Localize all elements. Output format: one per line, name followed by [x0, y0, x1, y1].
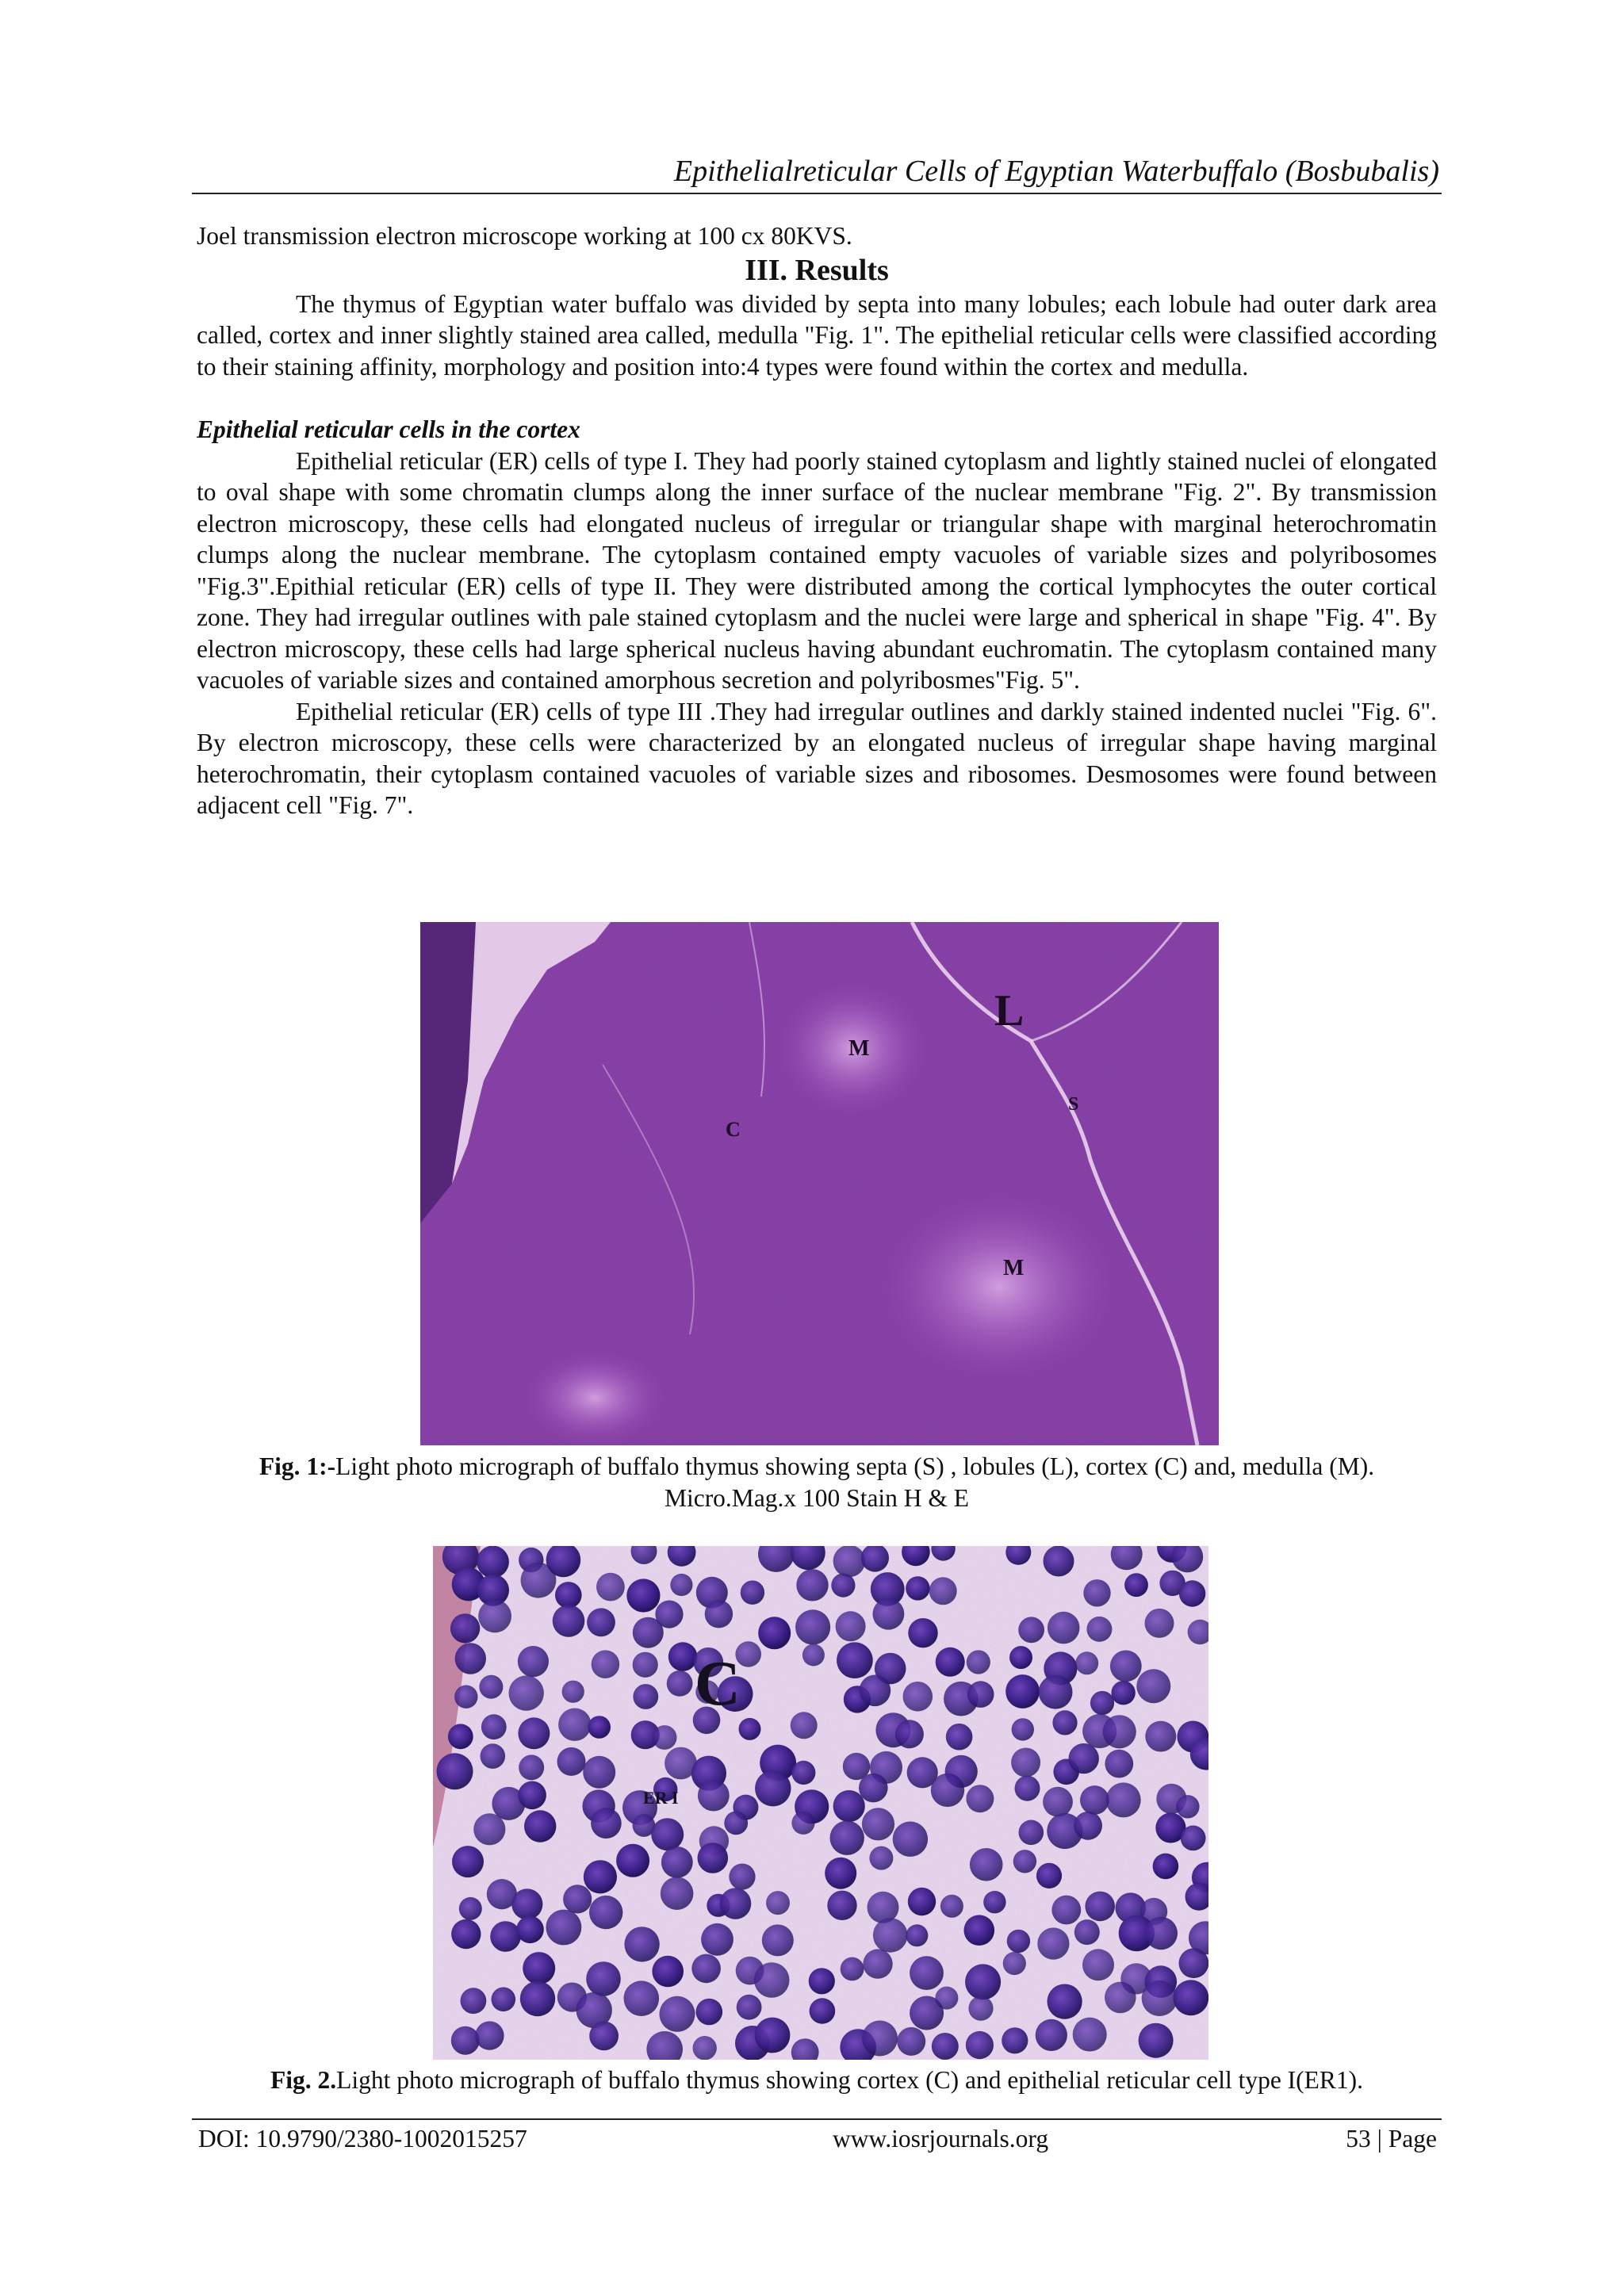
lymphocyte-nucleus: [936, 1647, 965, 1677]
lymphocyte-nucleus: [1153, 1854, 1179, 1880]
paragraph-gap: [197, 382, 1437, 414]
subheading: Epithelial reticular cells in the cortex: [197, 415, 580, 443]
lymphocyte-nucleus: [965, 1964, 1001, 1999]
lymphocyte-nucleus: [633, 1652, 658, 1678]
lymphocyte-nucleus: [555, 1582, 582, 1609]
lymphocyte-nucleus: [893, 1822, 928, 1857]
lymphocyte-nucleus: [596, 1573, 625, 1601]
lymphocyte-nucleus: [701, 1923, 733, 1956]
figure-1-label-M-bottom: M: [1003, 1256, 1025, 1280]
figure-2-label-C: C: [695, 1649, 741, 1719]
lymphocyte-nucleus: [1007, 1930, 1030, 1953]
lymphocyte-nucleus: [521, 1563, 557, 1598]
lymphocyte-nucleus: [841, 1957, 864, 1981]
paragraph-1: The thymus of Egyptian water buffalo was divided by septa into many lobules; each lobule had outer dark area called, cortex and inner slightly stained area called, medulla "Fig. 1". The epithelial reticular cells were classified according to their staining affinity, morphology and position into:4 types were found within the cortex and medulla.: [197, 289, 1437, 381]
lymphocyte-nucleus: [1051, 1896, 1081, 1925]
lymphocyte-nucleus: [668, 1642, 698, 1671]
lymphocyte-nucleus: [437, 1753, 473, 1789]
lymphocyte-nucleus: [720, 1888, 752, 1919]
lymphocyte-nucleus: [1074, 1919, 1100, 1945]
lymphocyte-nucleus: [1002, 2027, 1028, 2053]
lymphocyte-nucleus: [705, 1600, 733, 1628]
lymphocyte-nucleus: [1139, 2023, 1174, 2058]
body-text: [197, 220, 1437, 821]
lymphocyte-nucleus: [929, 1577, 957, 1605]
figure-2-caption-label: Fig. 2.: [270, 2066, 337, 2094]
lymphocyte-nucleus: [754, 1962, 790, 1998]
figure-1-micrograph: [420, 922, 1219, 1445]
lymphocyte-nucleus: [897, 2027, 925, 2056]
lymphocyte-nucleus: [653, 1725, 677, 1750]
lymphocyte-nucleus: [511, 1888, 542, 1919]
lymphocyte-nucleus: [983, 1891, 1005, 1913]
lymphocyte-nucleus: [475, 2021, 504, 2049]
footer-website[interactable]: www.iosrjournals.org: [833, 2125, 1049, 2152]
lymphocyte-nucleus: [1179, 1580, 1205, 1606]
lymphocyte-nucleus: [825, 1858, 856, 1889]
lymphocyte-nucleus: [791, 1812, 814, 1835]
footer-rule: [192, 2118, 1442, 2120]
lymphocyte-nucleus: [729, 1864, 755, 1890]
lymphocyte-nucleus: [903, 1682, 933, 1712]
lymphocyte-nucleus: [940, 1895, 963, 1918]
lymphocyte-nucleus: [698, 1780, 730, 1812]
lymphocyte-nucleus: [455, 1643, 486, 1674]
lymphocyte-nucleus: [661, 1877, 694, 1910]
figure-2-label-ER: ER I: [643, 1788, 679, 1808]
lymphocyte-nucleus: [739, 1718, 761, 1740]
lymphocyte-nucleus: [592, 1650, 620, 1678]
lymphocyte-nucleus: [1173, 1980, 1208, 2015]
lymphocyte-nucleus: [479, 1675, 503, 1699]
lymphocyte-nucleus: [833, 1790, 865, 1822]
lymphocyte-nucleus: [1103, 1715, 1136, 1748]
lymphocyte-nucleus: [651, 1818, 684, 1850]
lymphocyte-nucleus: [1124, 1573, 1148, 1597]
lymphocyte-nucleus: [655, 1601, 683, 1628]
lymphocyte-nucleus: [873, 1598, 905, 1630]
lymphocyte-nucleus: [1043, 1787, 1073, 1817]
lymphocyte-nucleus: [906, 1576, 929, 1600]
lymphocyte-nucleus: [452, 1846, 484, 1877]
lymphocyte-nucleus: [1048, 1612, 1080, 1644]
lymphocyte-nucleus: [837, 1642, 873, 1678]
section-title: III. Results: [745, 253, 889, 287]
footer-page-number: 53 | Page: [1346, 2125, 1437, 2152]
lymphocyte-nucleus: [633, 1684, 658, 1709]
lymphocyte-nucleus: [791, 1761, 815, 1785]
running-title: Epithelialreticular Cells of Egyptian Waterbuffalo (Bosbubalis): [673, 155, 1439, 188]
lymphocyte-nucleus: [626, 1578, 660, 1612]
lymphocyte-nucleus: [586, 1961, 621, 1996]
lymphocyte-nucleus: [450, 1613, 480, 1643]
lymphocyte-nucleus: [1015, 1776, 1040, 1801]
lymphocyte-nucleus: [1013, 1850, 1036, 1873]
lymphocyte-nucleus: [562, 1681, 584, 1703]
lymphocyte-nucleus: [737, 1995, 762, 2020]
lymphocyte-nucleus: [908, 1618, 937, 1647]
lymphocyte-nucleus: [454, 1686, 477, 1709]
lymphocyte-nucleus: [827, 1891, 856, 1920]
lymphocyte-nucleus: [755, 1770, 791, 1806]
figure-1-caption-line2: Micro.Mag.x 100 Stain H & E: [664, 1484, 970, 1512]
lymphocyte-nucleus: [1111, 1681, 1135, 1705]
lymphocyte-nucleus: [490, 1921, 521, 1952]
lymphocyte-nucleus: [1083, 1579, 1110, 1606]
lymphocyte-nucleus: [967, 1681, 994, 1708]
lymphocyte-nucleus: [831, 1574, 855, 1598]
lymphocyte-nucleus: [588, 1716, 611, 1739]
lymphocyte-nucleus: [518, 1781, 546, 1810]
lymphocyte-nucleus: [492, 1988, 516, 2012]
lymphocyte-nucleus: [624, 1980, 660, 2016]
lymphocyte-nucleus: [1086, 1617, 1112, 1642]
lymphocyte-nucleus: [810, 1998, 836, 2024]
lymphocyte-nucleus: [509, 1675, 544, 1710]
lymphocyte-nucleus: [830, 1821, 864, 1855]
lymphocyte-nucleus: [583, 1756, 615, 1789]
lymphocyte-nucleus: [451, 1919, 481, 1949]
lymphocyte-nucleus: [477, 1546, 509, 1578]
lymphocyte-nucleus: [966, 1785, 994, 1812]
lymphocyte-nucleus: [523, 1952, 555, 1984]
lymphocyte-nucleus: [589, 2022, 619, 2051]
lymphocyte-nucleus: [1090, 1691, 1114, 1715]
lymphocyte-nucleus: [791, 1712, 818, 1739]
lymphocyte-nucleus: [451, 2026, 480, 2055]
lymphocyte-nucleus: [558, 1709, 591, 1741]
lymphocyte-nucleus: [836, 1611, 866, 1641]
footer-doi: DOI: 10.9790/2380-1002015257: [198, 2125, 527, 2152]
lymphocyte-nucleus: [873, 1918, 908, 1953]
lymphocyte-nucleus: [584, 1860, 617, 1893]
lymphocyte-nucleus: [762, 1924, 794, 1956]
lymphocyte-nucleus: [863, 1949, 892, 1978]
lymphocyte-nucleus: [859, 1774, 888, 1803]
lymphocyte-nucleus: [587, 1608, 615, 1636]
lymphocyte-nucleus: [869, 1846, 893, 1870]
figure-1-label-M-top: M: [848, 1036, 870, 1061]
lymphocyte-nucleus: [691, 1954, 721, 1984]
paragraph-2: Epithelial reticular (ER) cells of type I. They had poorly stained cytoplasm and lightly stained nuclei of elongated to oval shape with some chromatin clumps along the inner surface of the nuclear membrane "Fig. 2". By transmission electron microscopy, these cells had elongated nucleus of irregular or triangular shape with marginal heterochromatin clumps along the nuclear membrane. The cytoplasm contained empty vacuoles of variable sizes and polyribosomes "Fig.3".Epithial reticular (ER) cells of type II. They were distributed among the cortical lymphocytes the outer cortical zone. They had irregular outlines with pale stained cytoplasm and the nuclei were large and spherical in shape "Fig. 4". By electron microscopy, these cells had large spherical nucleus having abundant euchromatin. The cytoplasm contained many vacuoles of variable sizes and contained amorphous secretion and polyribosmes"Fig. 5".: [197, 446, 1437, 694]
lymphocyte-nucleus: [1176, 1795, 1199, 1818]
figure-1-caption-text: Light photo micrograph of buffalo thymus showing septa (S) , lobules (L), cortex (C) and, medulla (M).: [335, 1452, 1375, 1480]
lymphocyte-nucleus: [932, 2033, 959, 2060]
lymphocyte-nucleus: [895, 1720, 924, 1748]
lymphocyte-nucleus: [1039, 1675, 1073, 1709]
lymphocyte-nucleus: [809, 1968, 835, 1994]
lymphocyte-nucleus: [1145, 1917, 1178, 1950]
lymphocyte-nucleus: [1106, 1782, 1141, 1817]
lymphocyte-nucleus: [524, 1810, 556, 1842]
lymphocyte-nucleus: [1036, 2019, 1067, 2051]
lymphocyte-nucleus: [862, 1808, 894, 1840]
lymphocyte-nucleus: [1036, 1863, 1062, 1888]
lymphocyte-nucleus: [1080, 1785, 1109, 1815]
lymphocyte-nucleus: [758, 1617, 791, 1649]
lymphocyte-nucleus: [1009, 1646, 1032, 1669]
lymphocyte-nucleus: [910, 1956, 944, 1990]
lymphocyte-nucleus: [1105, 1982, 1136, 2014]
lymphocyte-nucleus: [660, 1996, 695, 2032]
lymphocyte-nucleus: [1005, 1674, 1040, 1709]
lymphocyte-nucleus: [557, 1747, 586, 1776]
lymphocyte-nucleus: [518, 1717, 550, 1749]
lymphocyte-nucleus: [461, 1988, 487, 2014]
lymphocyte-nucleus: [967, 1650, 990, 1674]
lymphocyte-nucleus: [1145, 1721, 1176, 1752]
lymphocyte-nucleus: [906, 1924, 928, 1946]
figure-2-caption: [197, 2064, 1437, 2096]
lymphocyte-nucleus: [1145, 1609, 1174, 1638]
lymphocyte-nucleus: [448, 1724, 473, 1749]
lymphocyte-nucleus: [860, 1675, 891, 1707]
lymphocyte-nucleus: [1019, 1820, 1044, 1846]
lymphocyte-nucleus: [589, 1896, 622, 1929]
lymphocyte-nucleus: [802, 1644, 825, 1667]
lymphocyte-nucleus: [516, 1916, 544, 1944]
lymphocyte-nucleus: [563, 1885, 592, 1913]
lymphocyte-nucleus: [481, 1714, 507, 1739]
lymphocyte-nucleus: [968, 1996, 993, 2021]
lymphocyte-nucleus: [766, 1891, 790, 1915]
lymphocyte-nucleus: [1011, 1748, 1040, 1777]
lymphocyte-nucleus: [970, 1848, 1003, 1881]
figure-2-caption-text: Light photo micrograph of buffalo thymus showing cortex (C) and epithelial reticular cell type I(ER1).: [336, 2066, 1364, 2094]
lymphocyte-nucleus: [518, 1646, 549, 1677]
lymphocyte-nucleus: [546, 1910, 582, 1946]
lymphocyte-nucleus: [1018, 1617, 1044, 1643]
lymphocyte-nucleus: [1110, 1651, 1142, 1682]
lymphocyte-nucleus: [696, 1999, 723, 2026]
lymphocyte-nucleus: [755, 2018, 791, 2053]
lymphocyte-nucleus: [473, 1813, 505, 1845]
lymphocyte-nucleus: [795, 1609, 830, 1644]
lymphocyte-nucleus: [616, 1844, 649, 1877]
lymphocyte-nucleus: [833, 1546, 866, 1577]
lymphocyte-nucleus: [698, 1843, 729, 1873]
lymphocyte-nucleus: [862, 2021, 898, 2057]
lymphocyte-nucleus: [693, 2036, 717, 2060]
figure-1-caption-label: Fig. 1:-: [259, 1452, 336, 1480]
lymphocyte-nucleus: [670, 1574, 692, 1596]
lymphocyte-nucleus: [908, 1888, 936, 1915]
lymphocyte-nucleus: [520, 1981, 555, 2016]
lymphocyte-nucleus: [667, 1670, 693, 1697]
paragraph-3: Epithelial reticular (ER) cells of type III .They had irregular outlines and darkly stained indented nuclei "Fig. 6". By electron microscopy, these cells were characterized by an elongated nucleus of irregular shape having marginal heterochromatin, their cytoplasm contained vacuoles of variable sizes and ribosomes. Desmosomes were found between adjacent cell "Fig. 7".: [197, 697, 1437, 819]
lymphocyte-nucleus: [964, 1915, 995, 1946]
lymphocyte-nucleus: [1181, 1826, 1206, 1851]
lymphocyte-nucleus: [1003, 1952, 1026, 1975]
lymphocyte-nucleus: [459, 1897, 482, 1920]
lymphocyte-nucleus: [1105, 1750, 1133, 1778]
lymphocyte-nucleus: [741, 1581, 764, 1605]
lymphocyte-nucleus: [1074, 1812, 1102, 1840]
lymphocyte-nucleus: [1044, 1546, 1074, 1577]
figure-2-micrograph: [433, 1546, 1208, 2060]
lymphocyte-nucleus: [661, 1846, 693, 1878]
lymphocyte-nucleus: [519, 1755, 544, 1780]
lymphocyte-nucleus: [652, 1956, 684, 1988]
lymphocyte-nucleus: [1085, 1892, 1115, 1922]
lymphocyte-nucleus: [935, 1987, 958, 2010]
lymphocyte-nucleus: [1012, 1718, 1034, 1740]
lymphocyte-nucleus: [478, 1600, 511, 1633]
lymphocyte-nucleus: [724, 1812, 748, 1835]
lymphocyte-nucleus: [966, 2031, 994, 2059]
figure-1-caption: [197, 1451, 1437, 1514]
figure-1-label-L: L: [994, 986, 1025, 1035]
lymphocyte-nucleus: [624, 1927, 659, 1961]
lymphocyte-nucleus: [1048, 1984, 1082, 2019]
lymphocyte-nucleus: [1179, 1948, 1209, 1978]
lymphocyte-nucleus: [1136, 1669, 1170, 1703]
lymphocyte-nucleus: [1075, 1651, 1098, 1674]
lymphocyte-nucleus: [1073, 2018, 1107, 2052]
lymphocyte-nucleus: [931, 1774, 964, 1807]
lymphocyte-nucleus: [946, 1724, 973, 1751]
lymphocyte-nucleus: [796, 1569, 828, 1601]
lymphocyte-nucleus: [1052, 1710, 1077, 1735]
lymphocyte-nucleus: [1142, 1980, 1178, 2016]
lymphocyte-nucleus: [1082, 1949, 1114, 1980]
header-rule: [192, 193, 1442, 194]
figure-1-label-C: C: [726, 1118, 741, 1141]
lymphocyte-nucleus: [481, 1743, 506, 1769]
lymphocyte-nucleus: [553, 1605, 585, 1637]
lymphocyte-nucleus: [591, 1808, 622, 1839]
lymphocyte-nucleus: [1037, 1927, 1069, 1959]
figure-1-label-S: S: [1068, 1094, 1079, 1115]
intro-line: Joel transmission electron microscope working at 100 cx 80KVS.: [197, 222, 852, 250]
lymphocyte-nucleus: [1069, 1743, 1099, 1774]
